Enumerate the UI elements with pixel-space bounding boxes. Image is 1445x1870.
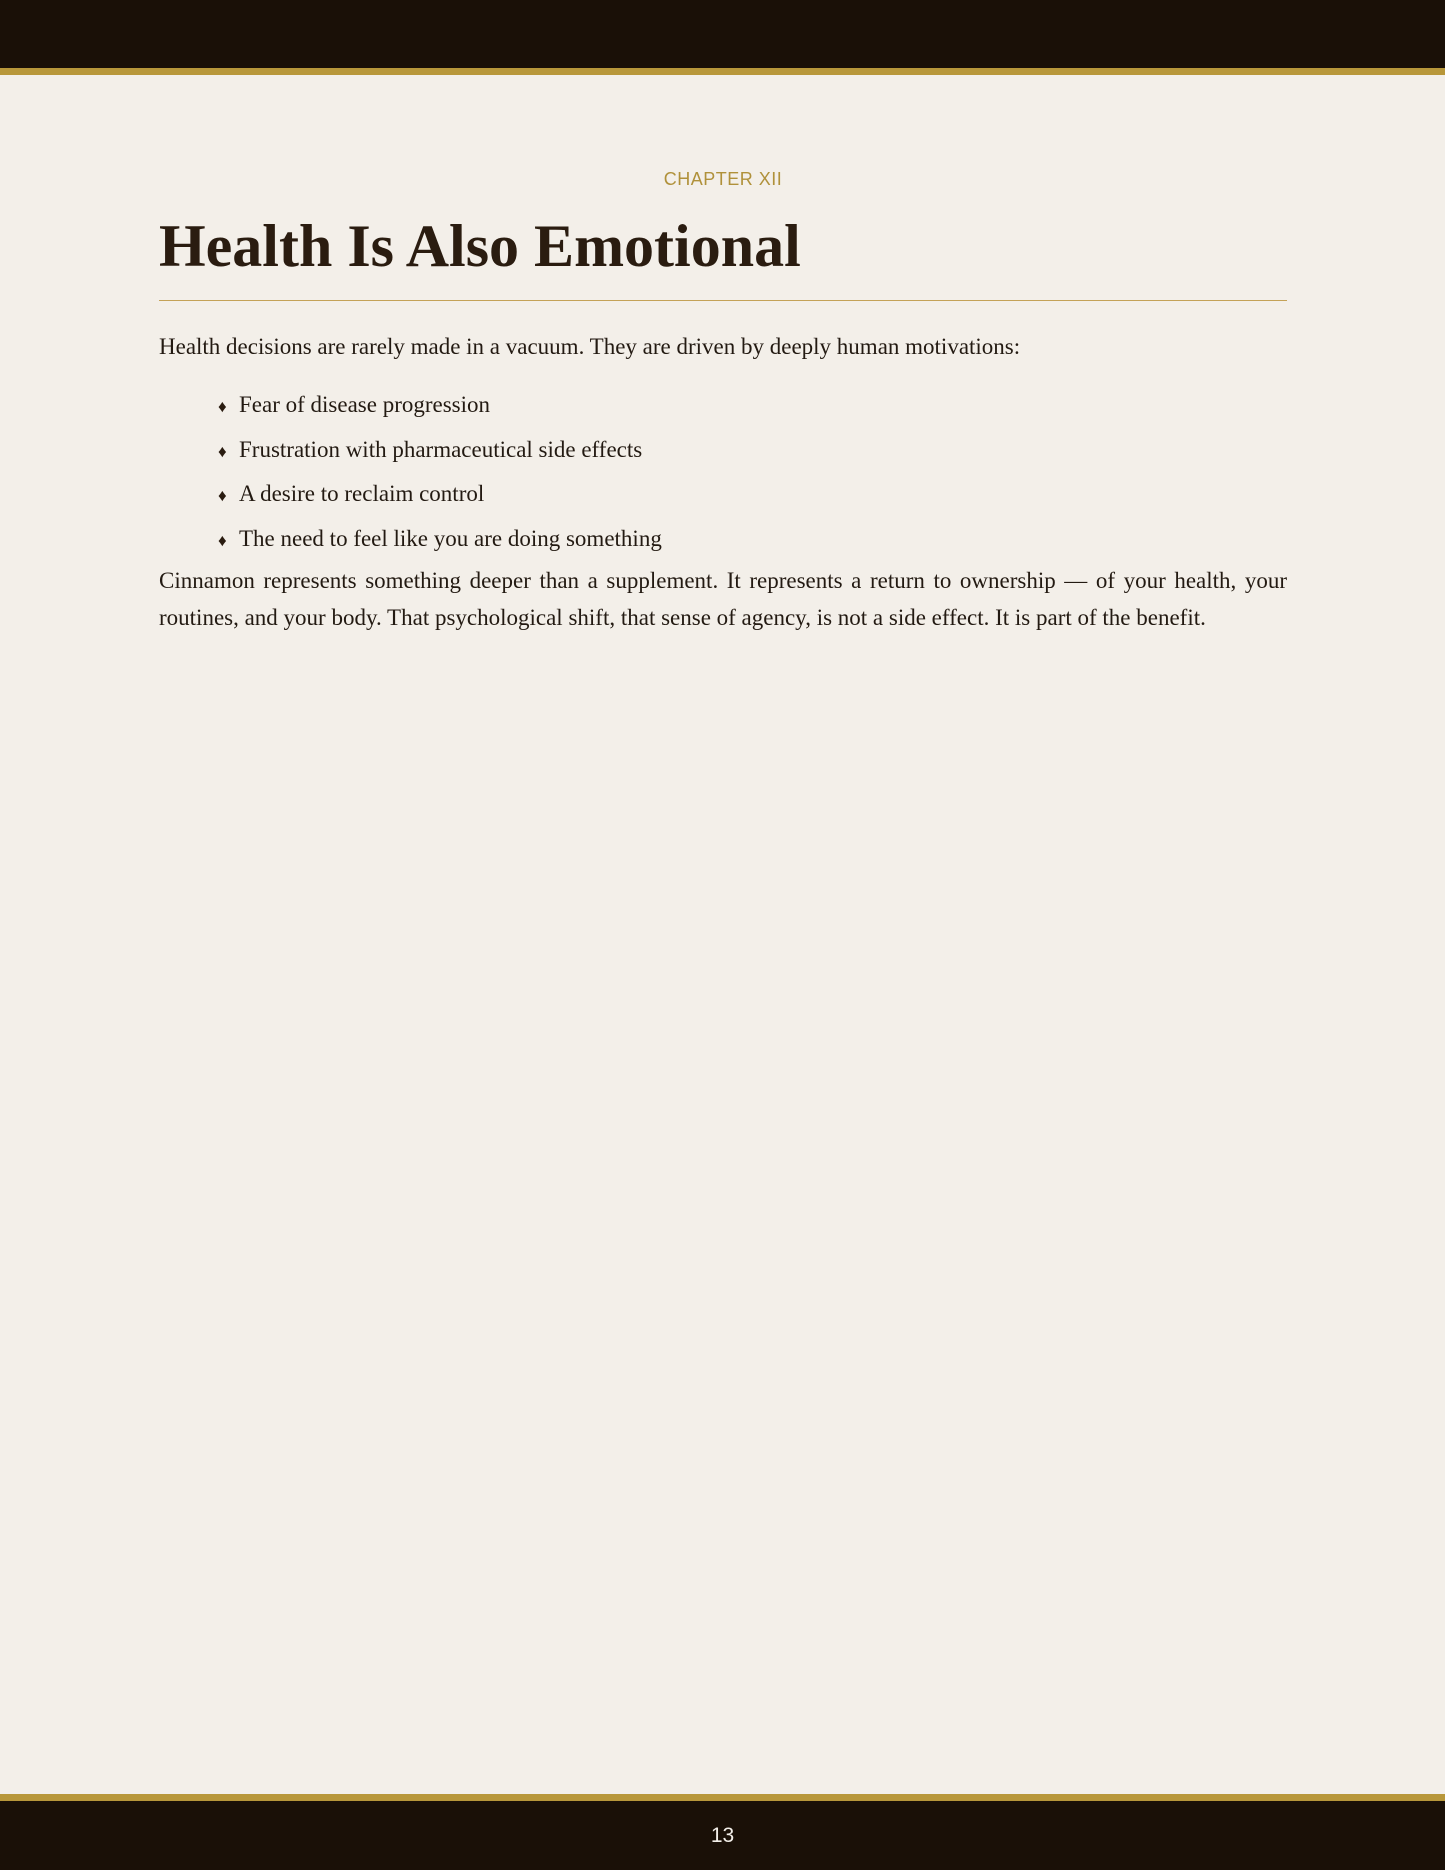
list-item [218,518,1287,563]
header-gold-rule [0,68,1445,75]
chapter-title: Health Is Also Emotional [159,213,801,279]
list-item [218,429,1287,474]
chapter-label: CHAPTER XII [663,169,783,189]
diamond-bullet-icon: ♦ [218,530,227,550]
list-item [218,473,1287,518]
list-item-text: Frustration with pharmaceutical side effects [239,436,643,462]
header-band [0,0,1445,68]
list-item-text: A desire to reclaim control [239,481,485,506]
diamond-bullet-icon: ♦ [218,486,227,505]
intro-paragraph: Health decisions are rarely made in a vacuum. They are driven by deeply human motivations: [159,334,1021,359]
closing-paragraph: Cinnamon represents something deeper than a supplement. It represents a return to ownership — of your health, your routines, and your body. That psychological shift, that sense of agency, is not a side effect. It is part of the benefit. [159,568,1287,630]
diamond-bullet-icon: ♦ [218,397,227,416]
list-item-text: The need to feel like you are doing something [239,525,662,551]
footer-gold-rule [0,1794,1445,1801]
title-divider [159,300,1287,301]
list-item-text: Fear of disease progression [239,392,491,417]
diamond-bullet-icon: ♦ [218,441,227,461]
motivation-list [159,384,1287,562]
list-item [218,384,1287,429]
page-number: 13 [710,1824,735,1847]
page-content [159,160,1287,636]
